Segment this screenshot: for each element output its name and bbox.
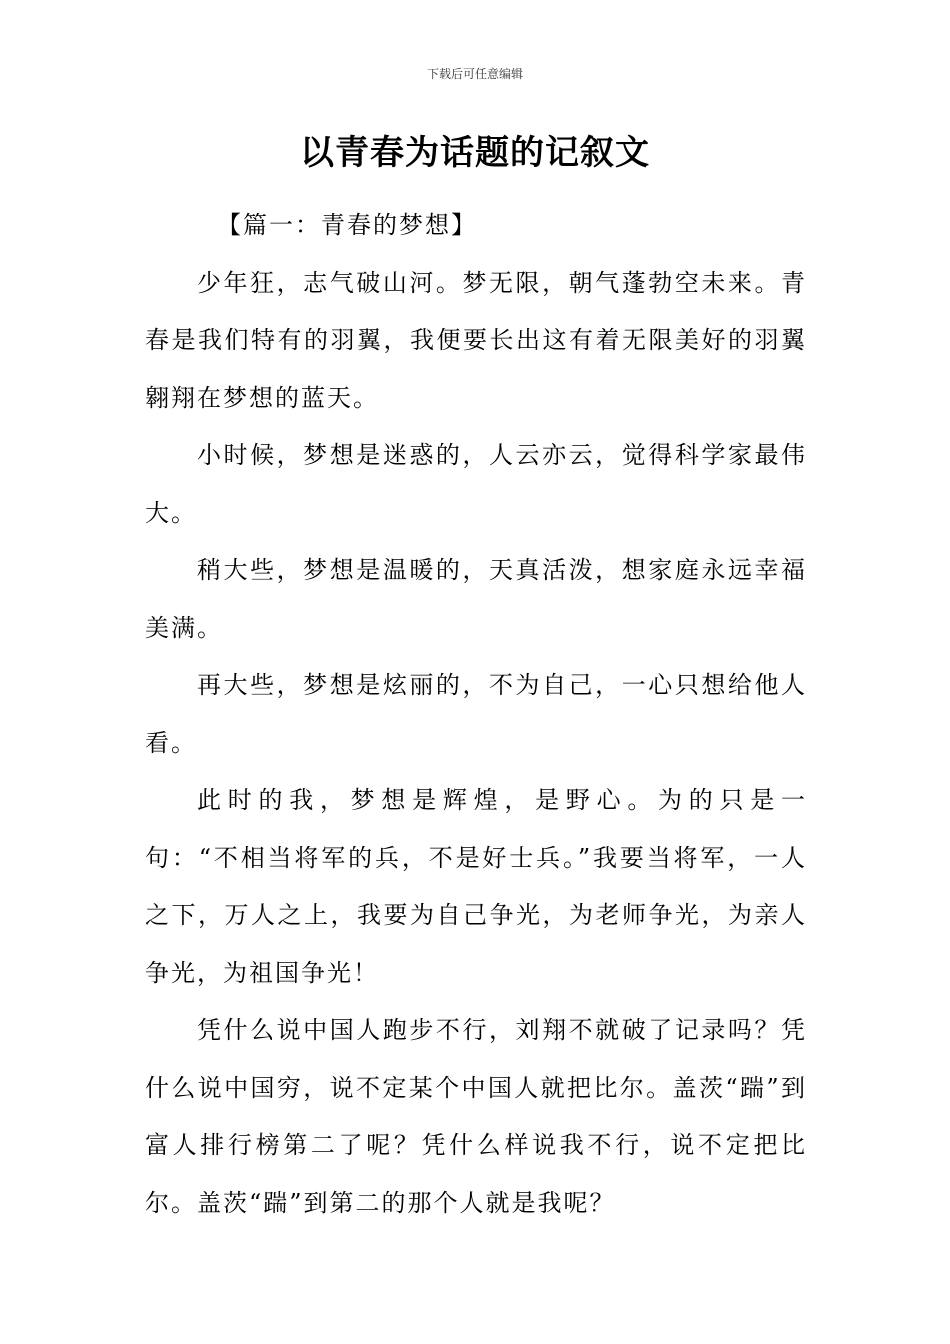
- document-body: [145, 197, 807, 1232]
- header-note: 下载后可任意编辑: [426, 67, 523, 81]
- paragraph-4: 再大些，梦想是炫丽的，不为自己，一心只想给他人看。: [145, 671, 807, 757]
- paragraph-5: 此时的我，梦想是辉煌，是野心。为的只是一句：“不相当将军的兵，不是好士兵。”我要当将军，一人之下，万人之上，我要为自己争光，为老师争光，为亲人争光，为祖国争光！: [145, 786, 807, 987]
- document-title: 以青春为话题的记叙文: [300, 133, 650, 173]
- paragraph-3: 稍大些，梦想是温暖的，天真活泼，想家庭永远幸福美满。: [145, 556, 807, 642]
- paragraph-2: 小时候，梦想是迷惑的，人云亦云，觉得科学家最伟大。: [145, 441, 807, 527]
- paragraph-1: 少年狂，志气破山河。梦无限，朝气蓬勃空未来。青春是我们特有的羽翼，我便要长出这有着无限美好的羽翼翱翔在梦想的蓝天。: [145, 268, 807, 412]
- paragraph-6: 凭什么说中国人跑步不行，刘翔不就破了记录吗？凭什么说中国穷，说不定某个中国人就把比尔。盖茨“踹”到富人排行榜第二了呢？凭什么样说我不行，说不定把比尔。盖茨“踹”到第二的那个人就是我呢？: [145, 1016, 807, 1217]
- section-heading: 【篇一：青春的梦想】: [217, 211, 477, 239]
